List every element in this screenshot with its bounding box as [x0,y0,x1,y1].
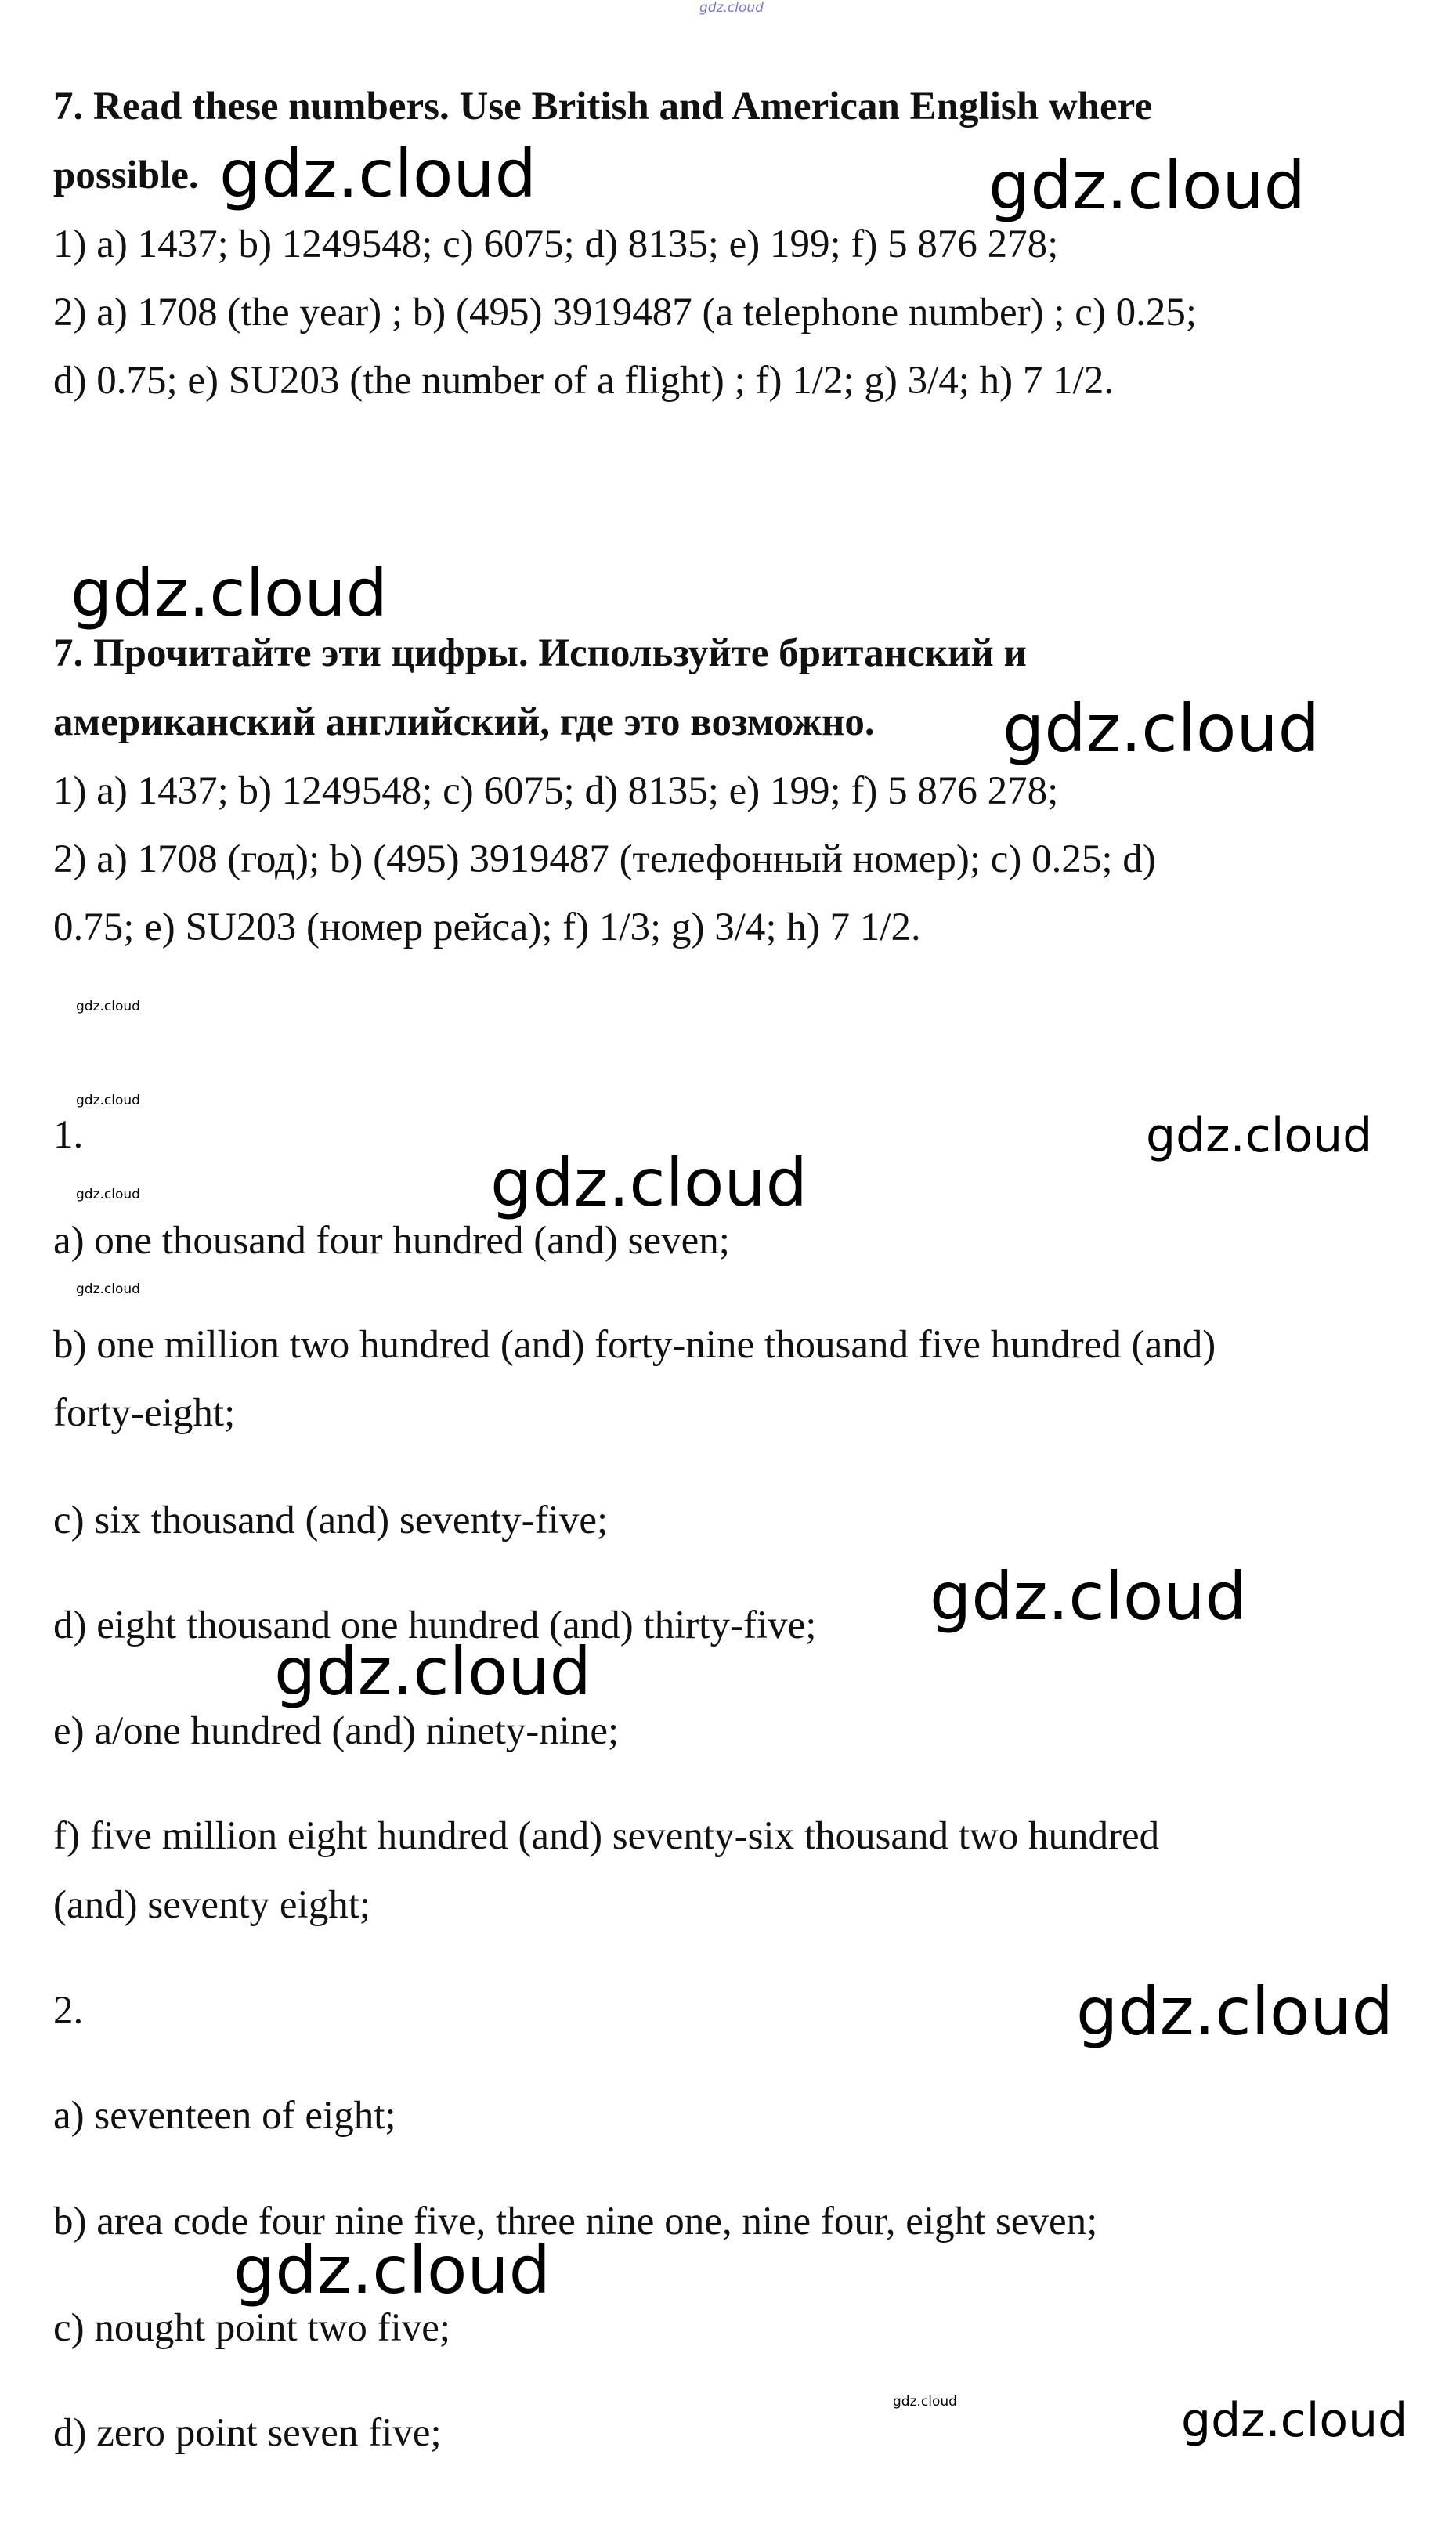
answer-1a: a) one thousand four hundred (and) seven; [53,1219,730,1263]
task-title-ru-line1: 7. Прочитайте эти цифры. Используйте британский и [53,631,1027,675]
answer-2a: a) seventeen of eight; [53,2094,396,2138]
watermark: gdz.cloud [490,1144,807,1221]
watermark: gdz.cloud [219,136,537,212]
watermark: gdz.cloud [233,2232,551,2308]
watermark-small: gdz.cloud [893,2394,957,2410]
watermark: gdz.cloud [930,1558,1247,1635]
task-line-en-1: 1) a) 1437; b) 1249548; c) 6075; d) 8135; e) 199; f) 5 876 278; [53,222,1059,266]
answer-2c: c) nought point two five; [53,2306,451,2350]
watermark-small: gdz.cloud [76,999,140,1014]
answer-1e: e) a/one hundred (and) ninety-nine; [53,1709,620,1753]
answer-1d: d) eight thousand one hundred (and) thirty-five; [53,1603,817,1647]
answer-1f-line2: (and) seventy eight; [53,1883,371,1927]
watermark-small: gdz.cloud [76,1282,140,1297]
answer-1f-line1: f) five million eight hundred (and) seventy-six thousand two hundred [53,1814,1160,1858]
task-title-en-line1: 7. Read these numbers. Use British and American English where [53,85,1153,128]
watermark: gdz.cloud [274,1633,591,1710]
answer-2d: d) zero point seven five; [53,2411,442,2455]
answer-1b-line2: forty-eight; [53,1391,236,1435]
watermark-small: gdz.cloud [76,1093,140,1108]
watermark-top: gdz.cloud [699,0,764,16]
task-title-ru-line2: американский английский, где это возможно. [53,700,875,744]
task-line-en-3: d) 0.75; e) SU203 (the number of a flight) ; f) 1/2; g) 3/4; h) 7 1/2. [53,359,1115,403]
task-line-ru-3: 0.75; e) SU203 (номер рейса); f) 1/3; g) 3/4; h) 7 1/2. [53,906,921,949]
task-line-ru-2: 2) a) 1708 (год); b) (495) 3919487 (телефонный номер); c) 0.25; d) [53,837,1156,881]
watermark: gdz.cloud [1003,690,1320,767]
answer-1b-line1: b) one million two hundred (and) forty-nine thousand five hundred (and) [53,1323,1216,1367]
answer-part1-number: 1. [53,1113,84,1157]
task-title-en-line2: possible. [53,154,199,197]
answer-2b: b) area code four nine five, three nine one, nine four, eight seven; [53,2200,1098,2243]
watermark: gdz.cloud [70,555,388,631]
watermark: gdz.cloud [1076,1973,1393,2050]
answer-part2-number: 2. [53,1989,84,2033]
watermark-small: gdz.cloud [76,1187,140,1202]
watermark: gdz.cloud [1181,2393,1408,2448]
watermark: gdz.cloud [988,147,1306,224]
watermark: gdz.cloud [1146,1108,1373,1163]
answer-1c: c) six thousand (and) seventy-five; [53,1498,609,1542]
task-line-en-2: 2) a) 1708 (the year) ; b) (495) 3919487 (a telephone number) ; c) 0.25; [53,291,1198,334]
task-line-ru-1: 1) a) 1437; b) 1249548; c) 6075; d) 8135; e) 199; f) 5 876 278; [53,769,1059,813]
